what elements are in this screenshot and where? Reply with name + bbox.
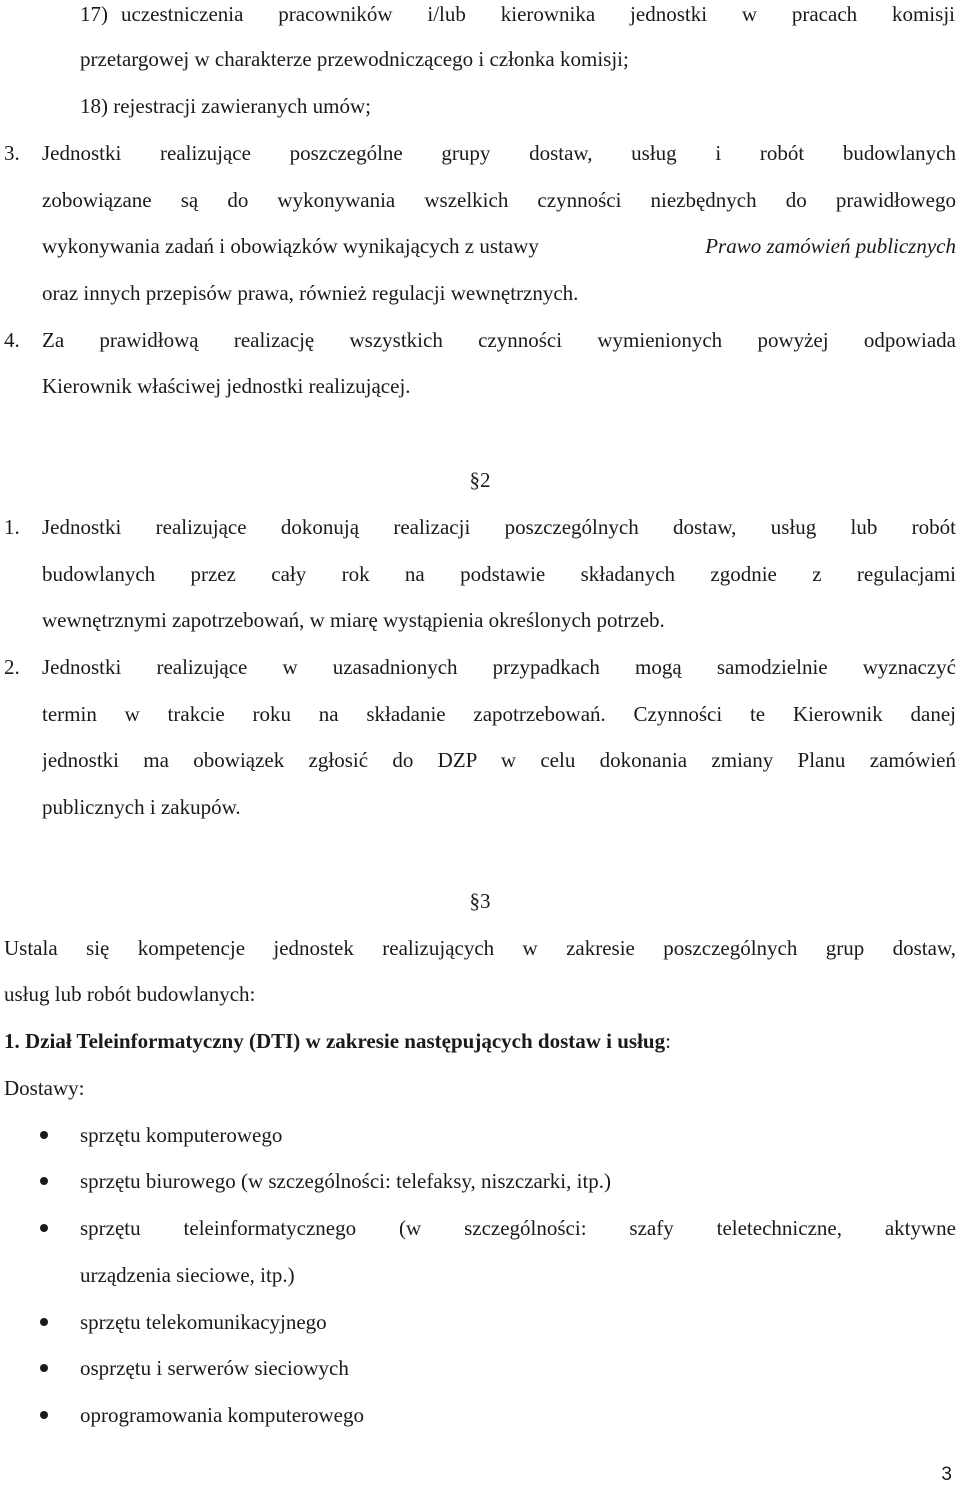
s2-para-1-line-3: wewnętrznymi zapotrzebowań, w miarę wystąpienia określonych potrzeb. bbox=[42, 608, 665, 632]
para-3-number: 3. bbox=[4, 141, 20, 165]
dti-heading bbox=[4, 1027, 671, 1055]
bullet-item-2: sprzętu biurowego (w szczególności: telefaksy, niszczarki, itp.) bbox=[80, 1169, 612, 1193]
s3-line-1: Ustala się kompetencje jednostek realizujących w zakresie poszczególnych grup dostaw, bbox=[4, 936, 956, 960]
page-number: 3 bbox=[941, 1464, 952, 1485]
s2-para-2-line-1: Jednostki realizujące w uzasadnionych przypadkach mogą samodzielnie wyznaczyć bbox=[42, 655, 956, 679]
item-17-line-1: uczestniczenia pracowników i/lub kierownika jednostki w pracach komisji bbox=[121, 2, 955, 26]
s2-para-2-number: 2. bbox=[4, 655, 20, 679]
s3-line-2: usług lub robót budowlanych: bbox=[4, 982, 256, 1006]
item-18: 18) rejestracji zawieranych umów; bbox=[80, 94, 371, 118]
bullet-item-1: sprzętu komputerowego bbox=[80, 1123, 283, 1147]
s2-para-1-number: 1. bbox=[4, 515, 20, 539]
s2-para-2-line-4: publicznych i zakupów. bbox=[42, 795, 241, 819]
bullet-item-3: sprzętu teleinformatycznego (w szczególności: szafy teletechniczne, aktywne bbox=[80, 1216, 956, 1240]
s2-para-1-line-1: Jednostki realizujące dokonują realizacji poszczególnych dostaw, usług lub robót bbox=[42, 515, 956, 539]
bullet-dot bbox=[40, 1364, 48, 1372]
bullet-dot bbox=[40, 1318, 48, 1326]
bullet-item-3-cont: urządzenia sieciowe, itp.) bbox=[80, 1263, 295, 1287]
para-3-line-1: Jednostki realizujące poszczególne grupy dostaw, usług i robót budowlanych bbox=[42, 141, 956, 165]
para-4-line-2: Kierownik właściwej jednostki realizującej. bbox=[42, 374, 411, 398]
dti-heading-colon: : bbox=[665, 1029, 671, 1053]
para-4-number: 4. bbox=[4, 328, 20, 352]
section-2-heading: §2 bbox=[469, 468, 491, 492]
para-3-line-2: zobowiązane są do wykonywania wszelkich czynności niezbędnych do prawidłowego bbox=[42, 188, 956, 212]
para-4-line-1: Za prawidłową realizację wszystkich czynności wymienionych powyżej odpowiada bbox=[42, 328, 956, 352]
para-3-line-3 bbox=[42, 232, 956, 260]
bullet-dot bbox=[40, 1131, 48, 1139]
bullet-item-6: oprogramowania komputerowego bbox=[80, 1403, 365, 1427]
bullet-item-5: osprzętu i serwerów sieciowych bbox=[80, 1356, 349, 1380]
item-17-line-2: przetargowej w charakterze przewodniczącego i członka komisji; bbox=[80, 47, 629, 71]
s2-para-1-line-2: budowlanych przez cały rok na podstawie składanych zgodnie z regulacjami bbox=[42, 562, 956, 586]
deliveries-label: Dostawy: bbox=[4, 1076, 85, 1100]
bullet-item-4: sprzętu telekomunikacyjnego bbox=[80, 1310, 327, 1334]
bullet-dot bbox=[40, 1224, 48, 1232]
item-17-number: 17) bbox=[80, 2, 108, 26]
bullet-dot bbox=[40, 1177, 48, 1185]
section-3-heading: §3 bbox=[469, 889, 491, 913]
dti-heading-text: 1. Dział Teleinformatyczny (DTI) w zakresie następujących dostaw i usług bbox=[4, 1029, 666, 1053]
s2-para-2-line-2: termin w trakcie roku na składanie zapotrzebowań. Czynności te Kierownik danej bbox=[42, 702, 956, 726]
s2-para-2-line-3: jednostki ma obowiązek zgłosić do DZP w celu dokonania zmiany Planu zamówień bbox=[42, 748, 956, 772]
para-3-line-3-text: wykonywania zadań i obowiązków wynikających z ustawy bbox=[42, 234, 545, 258]
law-title: Prawo zamówień publicznych bbox=[705, 234, 956, 258]
bullet-dot bbox=[40, 1411, 48, 1419]
para-3-line-4: oraz innych przepisów prawa, również regulacji wewnętrznych. bbox=[42, 281, 579, 305]
